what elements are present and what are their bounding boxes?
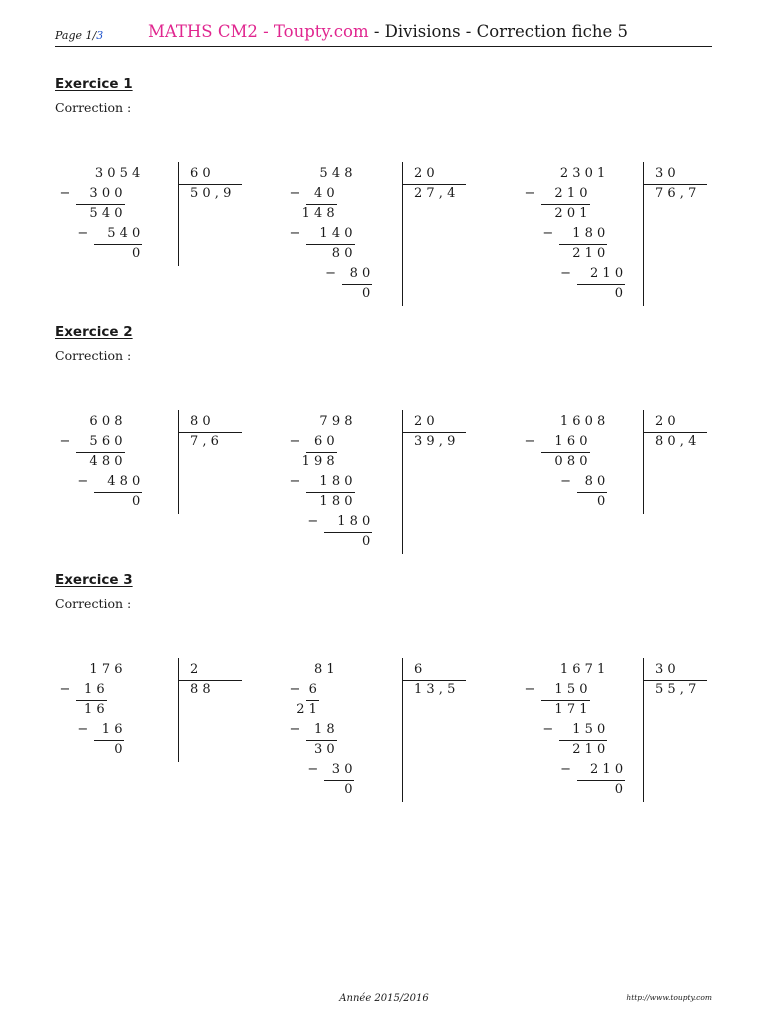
minus-sign: −	[59, 186, 71, 201]
division-bar-vertical	[178, 162, 179, 266]
minus-sign: −	[307, 514, 319, 529]
minus-sign: −	[289, 682, 301, 697]
minus-sign: −	[59, 434, 71, 449]
remainder: 0	[597, 494, 606, 509]
footer-url[interactable]: http://www.toupty.com	[626, 993, 712, 1002]
dividend: 5 4 8	[319, 166, 353, 181]
dividend: 7 9 8	[319, 414, 353, 429]
dividend: 1 7 6	[89, 662, 123, 677]
minus-sign: −	[524, 434, 536, 449]
subtrahend: 4 8 0	[107, 474, 141, 489]
divisor: 3 0	[655, 166, 676, 181]
remainder: 2 1	[296, 702, 317, 717]
remainder: 1 4 8	[301, 206, 335, 221]
divisor: 2 0	[414, 414, 435, 429]
remainder: 1 7 1	[554, 702, 588, 717]
quotient: 2 7 , 4	[414, 186, 456, 201]
divisor: 2 0	[414, 166, 435, 181]
quotient: 5 0 , 9	[190, 186, 232, 201]
subtrahend: 1 5 0	[554, 682, 588, 697]
dividend: 1 6 7 1	[559, 662, 606, 677]
remainder: 0	[132, 246, 141, 261]
exercise-title: Exercice 1	[55, 76, 133, 92]
remainder: 0	[362, 534, 371, 549]
subtrahend: 3 0	[331, 762, 353, 777]
remainder: 1 6	[84, 702, 105, 717]
remainder: 2 1 0	[572, 742, 606, 757]
remainder: 2 1 0	[572, 246, 606, 261]
exercise-3	[55, 572, 715, 611]
quotient: 5 5 , 7	[655, 682, 697, 697]
divisor: 2	[190, 662, 199, 677]
subtrahend: 1 4 0	[319, 226, 353, 241]
quotient: 1 3 , 5	[414, 682, 456, 697]
subtrahend: 1 8 0	[572, 226, 606, 241]
minus-sign: −	[289, 186, 301, 201]
quotient: 7 , 6	[190, 434, 219, 449]
minus-sign: −	[77, 226, 89, 241]
subtrahend: 1 6	[101, 722, 123, 737]
remainder: 0	[114, 742, 123, 757]
subtrahend: 2 1 0	[554, 186, 588, 201]
subtrahend: 2 1 0	[590, 762, 624, 777]
divisor: 6 0	[190, 166, 211, 181]
divisor: 3 0	[655, 662, 676, 677]
remainder: 0	[614, 782, 624, 797]
exercise-subtitle: Correction :	[55, 100, 132, 115]
remainder: 0 8 0	[554, 454, 588, 469]
minus-sign: −	[542, 722, 554, 737]
title-subject: - Divisions - Correction fiche 5	[368, 22, 629, 41]
page-number	[55, 29, 103, 42]
minus-sign: −	[289, 722, 301, 737]
minus-sign: −	[524, 186, 536, 201]
minus-sign: −	[542, 226, 554, 241]
subtrahend: 1 6 0	[554, 434, 588, 449]
remainder: 4 8 0	[89, 454, 123, 469]
divisor: 8 0	[190, 414, 211, 429]
minus-sign: −	[325, 266, 337, 281]
subtrahend: 1 8 0	[337, 514, 371, 529]
remainder: 3 0	[314, 742, 335, 757]
minus-sign: −	[524, 682, 536, 697]
page-title	[148, 22, 628, 41]
page-header	[55, 22, 712, 46]
quotient: 7 6 , 7	[655, 186, 697, 201]
minus-sign: −	[560, 474, 572, 489]
division-bar-vertical	[643, 410, 644, 514]
minus-sign: −	[560, 266, 572, 281]
minus-sign: −	[59, 682, 71, 697]
minus-sign: −	[560, 762, 572, 777]
exercise-title: Exercice 3	[55, 572, 133, 588]
header-rule	[55, 46, 712, 47]
minus-sign: −	[289, 474, 301, 489]
page-label: Page 1/	[55, 29, 97, 42]
divisor: 2 0	[655, 414, 676, 429]
subtrahend: 8 0	[584, 474, 606, 489]
exercise-2	[55, 324, 715, 363]
exercise-title: Exercice 2	[55, 324, 133, 340]
division-bar-vertical	[178, 410, 179, 514]
subtrahend: 1 6	[84, 682, 105, 697]
dividend: 8 1	[314, 662, 335, 677]
subtrahend: 6	[308, 682, 317, 697]
exercise-1	[55, 76, 715, 115]
subtrahend: 5 6 0	[89, 434, 123, 449]
division-bar-vertical	[178, 658, 179, 762]
footer-year: Année 2015/2016	[339, 993, 429, 1004]
remainder: 2 0 1	[554, 206, 588, 221]
subtrahend: 8 0	[349, 266, 371, 281]
quotient: 3 9 , 9	[414, 434, 456, 449]
remainder: 0	[132, 494, 141, 509]
remainder: 1 8 0	[319, 494, 353, 509]
subtrahend: 3 0 0	[89, 186, 123, 201]
dividend: 1 6 0 8	[559, 414, 606, 429]
exercise-subtitle: Correction :	[55, 348, 132, 363]
page-total[interactable]: 3	[96, 29, 104, 42]
divisor: 6	[414, 662, 423, 677]
quotient: 8 8	[190, 682, 211, 697]
dividend: 2 3 0 1	[559, 166, 606, 181]
subtrahend: 6 0	[314, 434, 335, 449]
subtrahend: 4 0	[314, 186, 335, 201]
remainder: 1 9 8	[301, 454, 335, 469]
quotient: 8 0 , 4	[655, 434, 697, 449]
dividend: 3 0 5 4	[94, 166, 141, 181]
subtrahend: 5 4 0	[107, 226, 141, 241]
title-site[interactable]: MATHS CM2 - Toupty.com	[148, 22, 369, 41]
exercise-subtitle: Correction :	[55, 596, 132, 611]
subtrahend: 2 1 0	[590, 266, 624, 281]
minus-sign: −	[307, 762, 319, 777]
minus-sign: −	[77, 474, 89, 489]
subtrahend: 1 5 0	[572, 722, 606, 737]
remainder: 5 4 0	[89, 206, 123, 221]
minus-sign: −	[77, 722, 89, 737]
minus-sign: −	[289, 226, 301, 241]
subtrahend: 1 8 0	[319, 474, 353, 489]
remainder: 0	[344, 782, 353, 797]
remainder: 0	[614, 286, 624, 301]
dividend: 6 0 8	[89, 414, 123, 429]
remainder: 0	[362, 286, 371, 301]
remainder: 8 0	[331, 246, 353, 261]
subtrahend: 1 8	[314, 722, 335, 737]
minus-sign: −	[289, 434, 301, 449]
